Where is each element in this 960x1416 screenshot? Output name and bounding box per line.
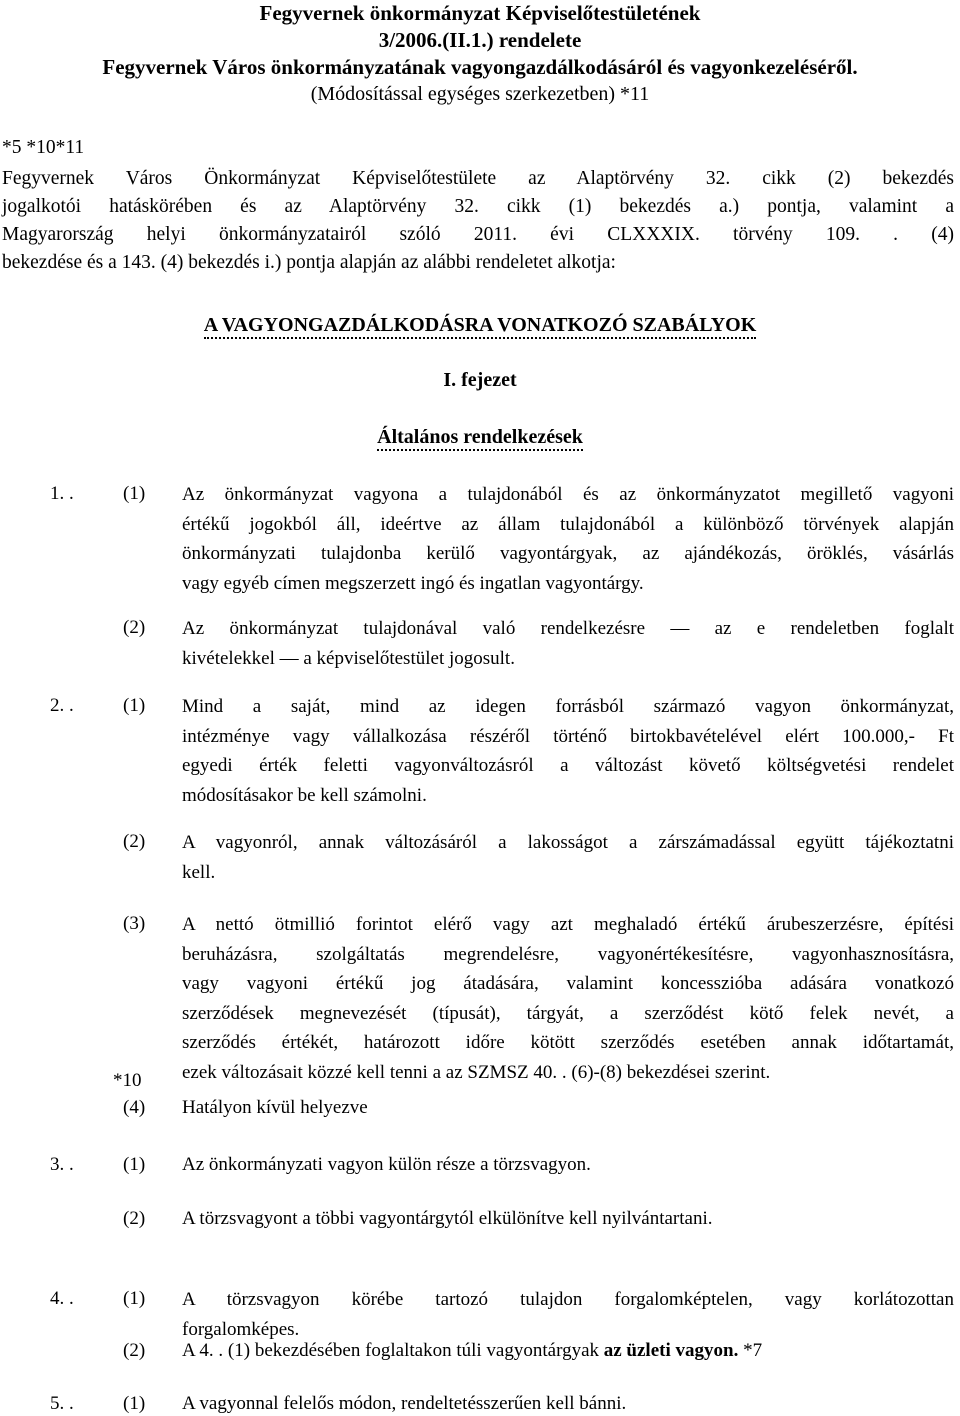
section-title: A VAGYONGAZDÁLKODÁSRA VONATKOZÓ SZABÁLYOK: [0, 314, 960, 337]
paragraph-text: A vagyonnal felelős módon, rendeltetésszerűen kell bánni.: [182, 1393, 627, 1414]
paragraph-text: A nettó ötmillió forintot elérő vagy azt meghaladó értékű árubeszerzésre, építési beruházásra, szolgáltatás megrendelésre, vagyonértékesítésre, vagyonhasznosításra, vagy vagyoni értékű jog átadására, valamint koncesszióba adására vonatkozó szerződések megnevezését (típusát), tárgyát, a szerződést kötő felek nevét, a szerződés értékét, határozott időre kötött szerződés esetében annak időtartamát, ezek változásait közzé kell tenni a az SZMSZ 40. . (6)-(8) bekezdései szerint.: [182, 914, 954, 1083]
amendment-ref: *10: [113, 1070, 142, 1091]
chapter-number: I. fejezet: [443, 369, 517, 391]
amendment-refs: *5 *10*11: [2, 137, 85, 158]
paragraph-label: (2): [123, 1340, 146, 1361]
paragraph-text: Az önkormányzat tulajdonával való rendelkezésre — az e rendeletben foglalt kivételekkel — a képviselőtestület jogosult.: [182, 618, 954, 669]
section-number: 3. .: [50, 1154, 74, 1175]
section-number: 5. .: [50, 1393, 74, 1414]
paragraph-label: (1): [123, 695, 146, 716]
emphasis: az üzleti vagyon.: [603, 1340, 739, 1361]
paragraph-text: Az önkormányzati vagyon külön része a törzsvagyon.: [182, 1154, 591, 1175]
paragraph-label: (1): [123, 1154, 146, 1175]
paragraph-label: (4): [123, 1097, 146, 1118]
paragraph-text: A törzsvagyont a többi vagyontárgytól elkülönítve kell nyilvántartani.: [182, 1208, 713, 1229]
header-line-4: (Módosítással egységes szerkezetben) *11: [310, 83, 650, 105]
paragraph-label: (1): [123, 1288, 146, 1309]
paragraph-text: A 4. . (1) bekezdésében foglaltakon túli vagyontárgyak az üzleti vagyon. *7: [182, 1340, 763, 1361]
paragraph-text: A törzsvagyon körébe tartozó tulajdon forgalomképtelen, vagy korlátozottan forgalomképes.: [182, 1289, 954, 1340]
paragraph-label: (3): [123, 913, 146, 934]
intro-line: Magyarország helyi önkormányzatairól szóló 2011. évi CLXXXIX. törvény 109. . (4): [2, 224, 954, 245]
intro-paragraph: [2, 165, 954, 277]
paragraph-label: (1): [123, 483, 146, 504]
paragraph-text: Mind a saját, mind az idegen forrásból származó vagyon önkormányzat, intézménye vagy vállalkozása részéről történő birtokbavételével elért 100.000,- Ft egyedi érték feletti vagyonváltozásról a változást követő költségvetési rendelet módosításakor be kell számolni.: [182, 696, 954, 806]
paragraph-text: Hatályon kívül helyezve: [182, 1097, 368, 1118]
document-header: [0, 0, 960, 81]
intro-line: jogalkotói hatáskörében és az Alaptörvény 32. cikk (1) bekezdés a.) pontja, valamint a: [2, 196, 954, 217]
section-number: 1. .: [50, 483, 74, 504]
intro-line: bekezdése és a 143. (4) bekezdés i.) pontja alapján az alábbi rendeletet alkotja:: [2, 252, 616, 273]
paragraph-label: (2): [123, 617, 146, 638]
section-number: 2. .: [50, 695, 74, 716]
chapter-title: Általános rendelkezések: [0, 426, 960, 449]
paragraph-label: (2): [123, 1208, 146, 1229]
paragraph-label: (1): [123, 1393, 146, 1414]
paragraph-text: Az önkormányzat vagyona a tulajdonából és az önkormányzatot megillető vagyoni értékű jogokból áll, ideértve az állam tulajdonából a különböző törvények alapján önkormányzati tulajdonba kerülő vagyontárgyak, az ajándékozás, öröklés, vásárlás vagy egyéb címen megszerzett ingó és ingatlan vagyontárgy.: [182, 484, 954, 594]
section-number: 4. .: [50, 1288, 74, 1309]
paragraph-label: (2): [123, 831, 146, 852]
header-line-2: 3/2006.(II.1.) rendelete: [378, 28, 582, 52]
intro-line: Fegyvernek Város Önkormányzat Képviselőtestülete az Alaptörvény 32. cikk (2) bekezdés: [2, 168, 954, 189]
header-line-1: Fegyvernek önkormányzat Képviselőtestületének: [259, 1, 701, 25]
header-line-3: Fegyvernek Város önkormányzatának vagyongazdálkodásáról és vagyonkezeléséről.: [102, 55, 858, 79]
paragraph-text: A vagyonról, annak változásáról a lakosságot a zárszámadással együtt tájékoztatni kell.: [182, 832, 954, 883]
